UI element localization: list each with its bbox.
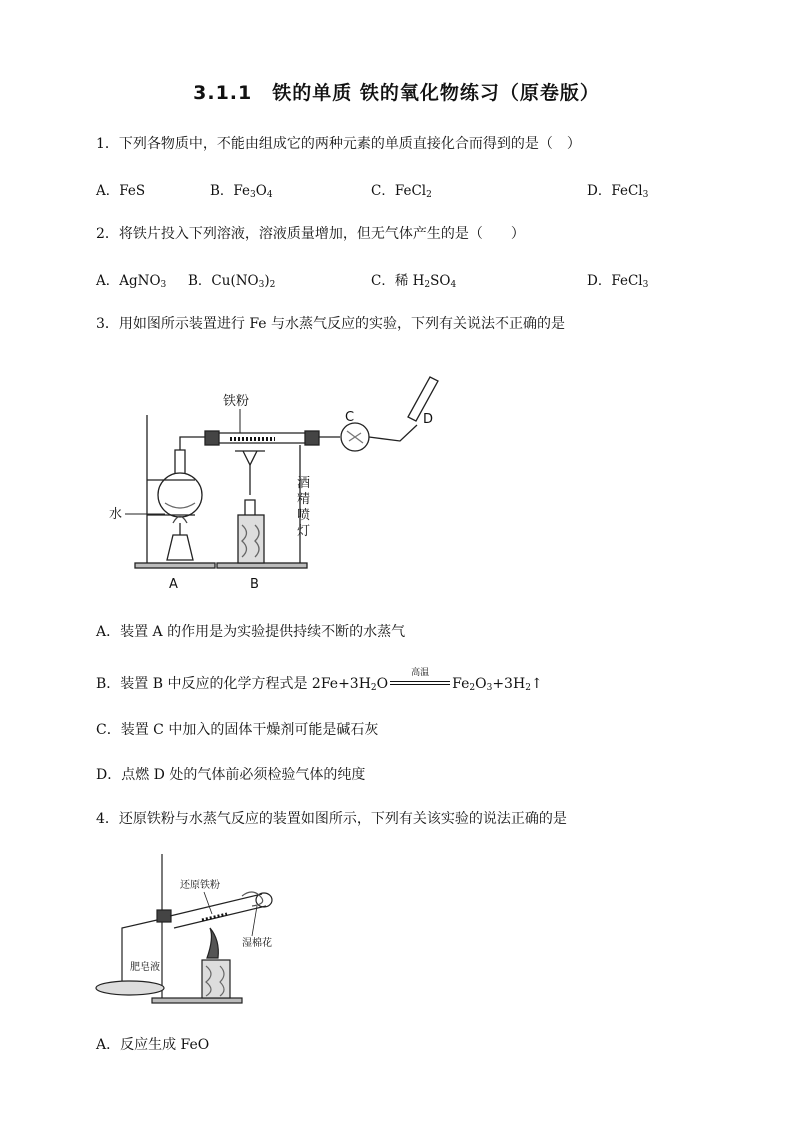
spirit-blast-lamp xyxy=(238,515,264,563)
label-lamp-1: 酒 xyxy=(297,476,311,491)
label-lamp-2: 精 xyxy=(297,492,311,507)
label-lamp-3: 喷 xyxy=(297,508,311,523)
q1-option-c: C．FeCl$_2$ xyxy=(371,183,432,200)
label-a: A xyxy=(169,577,178,592)
q1-option-b: B．$Fe_3O_4$ xyxy=(210,183,273,200)
question-1-stem: 1．下列各物质中，不能由组成它的两种元素的单质直接化合而得到的是（ ） xyxy=(96,136,581,152)
q3-option-a: A．装置 A 的作用是为实验提供持续不断的水蒸气 xyxy=(96,624,406,640)
q4-option-a: A．反应生成 FeO xyxy=(96,1037,210,1053)
stand-base-a xyxy=(135,563,215,568)
q2-option-d: D．FeCl$_3$ xyxy=(587,273,649,290)
reduced-iron-powder xyxy=(202,914,227,920)
q2-option-c: C．稀 $H_2SO_4$ xyxy=(371,273,457,290)
page-title: 3.1.1 铁的单质 铁的氧化物练习（原卷版） xyxy=(193,82,600,104)
label-b: B xyxy=(250,577,259,592)
apparatus-figure-q3 xyxy=(105,365,450,597)
q1-option-a: A．FeS xyxy=(96,183,146,199)
stand-base-b xyxy=(217,563,307,568)
question-4-stem: 4．还原铁粉与水蒸气反应的装置如图所示，下列有关该实验的说法正确的是 xyxy=(96,811,567,827)
question-2-stem: 2．将铁片投入下列溶液，溶液质量增加，但无气体产生的是（ ） xyxy=(96,226,525,242)
label-water: 水 xyxy=(109,507,123,522)
soap-dish xyxy=(96,981,164,995)
label-reduced-iron: 还原铁粉 xyxy=(180,880,220,891)
q3-option-c: C．装置 C 中加入的固体干燥剂可能是碱石灰 xyxy=(96,722,379,738)
reaction-condition-arrow: 高温 xyxy=(390,677,450,691)
q3-option-b: B．装置 B 中反应的化学方程式是 $2Fe+3H_2O$ 高温 $Fe_2O_3+3H_2↑$ xyxy=(96,668,543,693)
label-lamp-4: 灯 xyxy=(297,524,311,539)
label-wet-cotton: 湿棉花 xyxy=(242,938,272,949)
label-iron-powder: 铁粉 xyxy=(223,394,250,409)
question-3-stem: 3．用如图所示装置进行 Fe 与水蒸气反应的实验，下列有关说法不正确的是 xyxy=(96,316,566,332)
label-soap: 肥皂液 xyxy=(130,962,160,973)
q2-option-a: A．AgNO$_3$ xyxy=(96,273,167,290)
reaction-tube xyxy=(170,894,266,928)
q2-option-b: B．$Cu(NO_3)_2$ xyxy=(188,273,276,290)
burner-q4 xyxy=(202,960,230,998)
apparatus-figure-q4 xyxy=(92,848,282,1008)
alcohol-lamp-a xyxy=(167,535,193,560)
label-c: C xyxy=(345,410,355,425)
q3-option-d: D．点燃 D 处的气体前必须检验气体的纯度 xyxy=(96,767,366,783)
label-d: D xyxy=(423,412,434,427)
q1-option-d: D．FeCl$_3$ xyxy=(587,183,649,200)
